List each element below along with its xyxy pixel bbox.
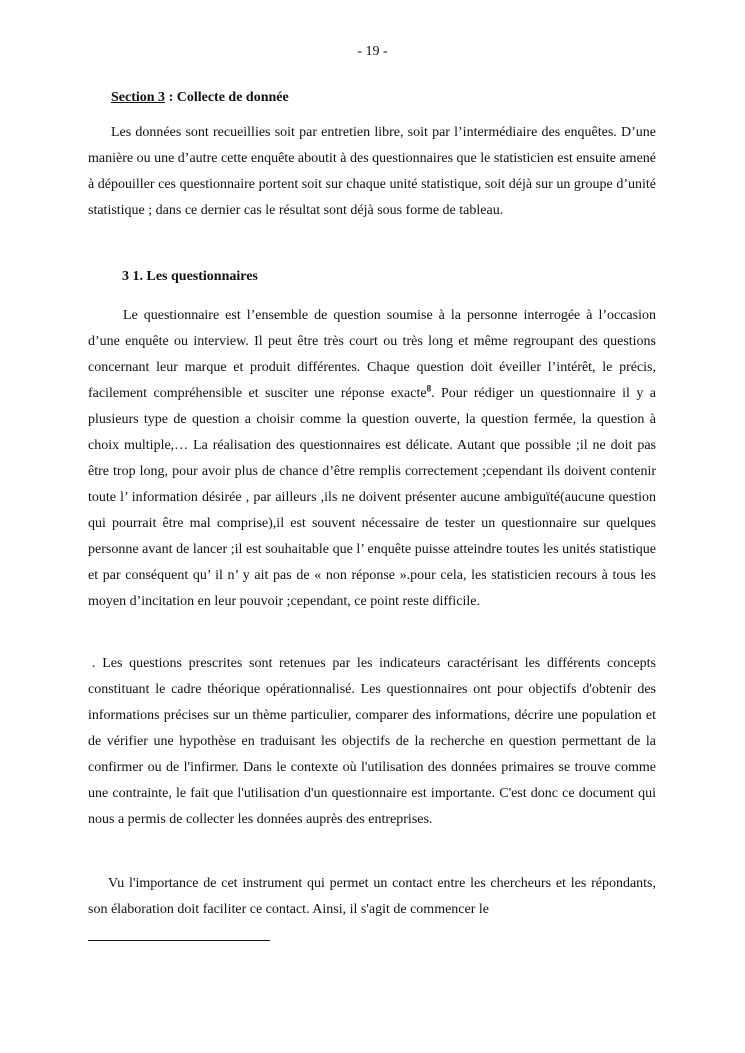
paragraph-instrument-text: Vu l'importance de cet instrument qui permet un contact entre les chercheurs et les répondants, son élaboration doit faciliter ce contact. Ainsi, il s'agit de commencer le	[88, 876, 656, 917]
section-label: Section 3	[111, 90, 166, 105]
paragraph-questionnaire-text-1: Le questionnaire est l’ensemble de question soumise à la personne interrogée à l’occasion d’une enquête ou interview. Il peut être très court ou très long et même regroupant des questions concernant leur marque et produit différentes. Chaque question doit éveiller l’intérêt, le précis, facilement compréhensible et susciter une réponse exacte	[88, 308, 656, 401]
paragraph-instrument	[88, 871, 656, 923]
paragraph-intro-text: Les données sont recueillies soit par entretien libre, soit par l’intermédiaire des enquêtes. D’une manière ou une d’autre cette enquête aboutit à des questionnaires que le statisticien est ensuite amené à dépouiller ces questionnaire portent soit sur chaque unité statistique, soit déjà sur un groupe d’unité statistique ; dans ce dernier cas le résultat sont déjà sous forme de tableau.	[88, 125, 656, 218]
section-title: : Collecte de donnée	[165, 90, 289, 105]
paragraph-questions-text: . Les questions prescrites sont retenues par les indicateurs caractérisant les différents concepts constituant le cadre théorique opérationnalisé. Les questionnaires ont pour objectifs d'obtenir des informations précises sur un thème particulier, comparer des informations, décrire une population et de vérifier une hypothèse en traduisant les objectifs de la recherche en question permettant de la confirmer ou de l'infirmer. Dans le contexte où l'utilisation des données primaires se trouve comme une contrainte, le fait que l'utilisation d'un questionnaire est importante. C'est donc ce document qui nous a permis de collecter les données auprès des entreprises.	[88, 656, 656, 827]
footnote-separator	[88, 940, 270, 941]
page-number: - 19 -	[357, 44, 388, 59]
paragraph-questions	[88, 651, 656, 833]
footnote-reference: 8	[426, 383, 432, 394]
paragraph-intro	[88, 120, 656, 224]
paragraph-questionnaire-text-2: . Pour rédiger un questionnaire il y a plusieurs type de question a choisir comme la question ouverte, la question fermée, la question à choix multiple,… La réalisation des questionnaires est délicate. Autant que possible ;il ne doit pas être trop long, pour avoir plus de chance d’être remplis correctement ;cependant ils doivent contenir toute l’ information désirée , par ailleurs ,ils ne doivent présenter aucune ambiguïté(aucune question qui pourrait être mal comprise),il est souvent nécessaire de tester un questionnaire sur quelques personne avant de lancer ;il est souhaitable que l’ enquête puisse atteindre toutes les unités statistique et par conséquent qu’ il n’ y ait pas de « non réponse ».pour cela, les statisticien recours à tous les moyen d’incitation en leur pouvoir ;cependant, ce point reste difficile.	[88, 386, 656, 609]
section-heading	[111, 90, 289, 106]
paragraph-questionnaire	[88, 303, 656, 615]
subsection-heading: 3 1. Les questionnaires	[122, 269, 258, 284]
